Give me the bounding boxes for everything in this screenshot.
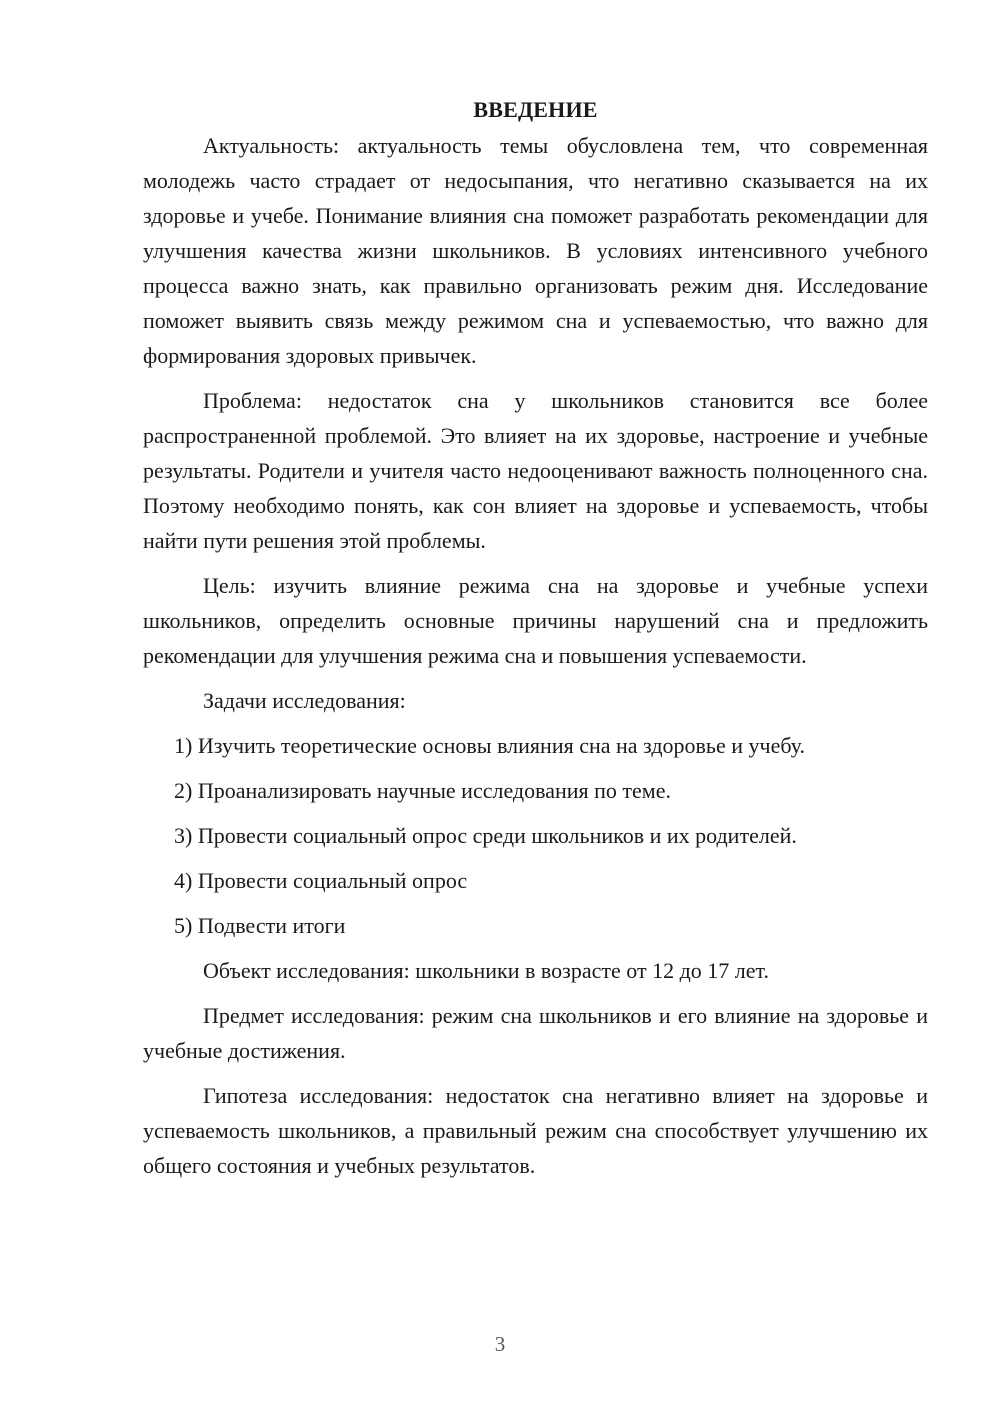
page-number: 3	[494, 1332, 506, 1356]
problem-paragraph: Проблема: недостаток сна у школьников становится все более распространенной проблемой. Это влияет на их здоровье, настроение и учебные результаты. Родители и учителя часто недооценивают важность полноценного сна. Поэтому необходимо понять, как сон влияет на здоровье и успеваемость, чтобы найти пути решения этой проблемы.	[143, 388, 928, 553]
goal-paragraph: Цель: изучить влияние режима сна на здоровье и учебные успехи школьников, определить основные причины нарушений сна и предложить рекомендации для улучшения режима сна и повышения успеваемости.	[143, 573, 928, 668]
section-heading: ВВЕДЕНИЕ	[473, 97, 598, 122]
task-item-4: 4) Провести социальный опрос	[174, 868, 468, 893]
tasks-heading: Задачи исследования:	[203, 688, 406, 713]
object-paragraph: Объект исследования: школьники в возрасте от 12 до 17 лет.	[203, 958, 769, 983]
task-item-2: 2) Проанализировать научные исследования по теме.	[174, 778, 671, 803]
task-item-5: 5) Подвести итоги	[174, 913, 346, 938]
task-item-3: 3) Провести социальный опрос среди школьников и их родителей.	[174, 823, 797, 848]
document-page	[143, 92, 928, 1193]
hypothesis-paragraph: Гипотеза исследования: недостаток сна негативно влияет на здоровье и успеваемость школьников, а правильный режим сна способствует улучшению их общего состояния и учебных результатов.	[143, 1083, 928, 1178]
task-item-1: 1) Изучить теоретические основы влияния сна на здоровье и учебу.	[174, 733, 805, 758]
subject-paragraph: Предмет исследования: режим сна школьников и его влияние на здоровье и учебные достижения.	[143, 1003, 928, 1063]
relevance-paragraph: Актуальность: актуальность темы обусловлена тем, что современная молодежь часто страдает от недосыпания, что негативно сказывается на их здоровье и учебе. Понимание влияния сна поможет разработать рекомендации для улучшения качества жизни школьников. В условиях интенсивного учебного процесса важно знать, как правильно организовать режим дня. Исследование поможет выявить связь между режимом сна и успеваемостью, что важно для формирования здоровых привычек.	[143, 133, 928, 368]
tasks-list	[143, 728, 928, 943]
